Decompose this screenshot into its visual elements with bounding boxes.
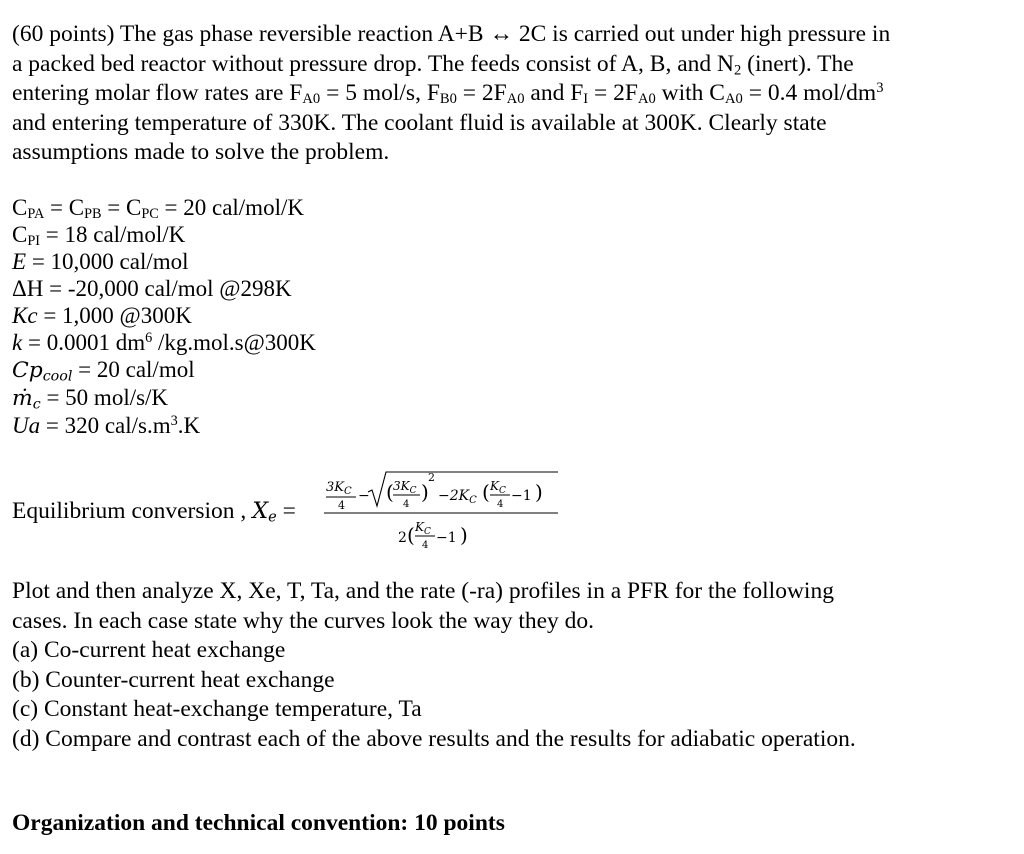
problem-line-4: and entering temperature of 330K. The coolant fluid is available at 300K. Clearly state xyxy=(12,109,827,136)
param-heat-transfer-coefficient: Ua = 320 cal/$s.m^3.K$ xyxy=(12,413,201,438)
inner-kc: $K_C$ xyxy=(490,479,506,496)
problem-statement xyxy=(12,20,1012,168)
task-a: (a) Co-current heat exchange xyxy=(12,637,286,663)
den-kc: $K_C$ xyxy=(415,520,431,537)
param-heat-capacity-inert: CPI = 18 cal/mol/K xyxy=(12,222,186,250)
param-coolant-heat-capacity: $Cp_{cool} = 20$ cal/mol xyxy=(12,357,195,385)
param-coolant-flow-rate: ṁ$_c$ = 50 mol/s/K xyxy=(12,385,169,413)
num-3kc: $3K_C$ xyxy=(326,480,352,497)
den-paren-close: ) xyxy=(460,523,468,547)
square-exponent: 2 xyxy=(428,471,435,484)
problem-line-1: (60 points) The gas phase reversible reaction A+B ↔ 2C is carried out under high pressure in xyxy=(12,21,891,47)
grading-footer: Organization and technical convention: 10 points xyxy=(12,810,505,836)
inner-3kc: $3K_C$ xyxy=(393,479,417,496)
problem-line-5: assumptions made to solve the problem. xyxy=(12,139,390,165)
equilibrium-conversion-formula xyxy=(300,466,570,556)
param-equilibrium-constant: Kc = 1,000 @300K xyxy=(12,303,192,328)
paren-open-2: ( xyxy=(482,480,490,504)
analysis-line-2: cases. In each case state why the curves look the way they do. xyxy=(12,607,595,634)
param-heat-of-reaction: ΔH = -20,000 cal/mol @298K xyxy=(12,276,292,301)
analysis-line-1: Plot and then analyze X, Xe, T, Ta, and the rate (-ra) profiles in a PFR for the following xyxy=(12,578,834,604)
paren-close-2: ) xyxy=(535,480,543,504)
num-4: 4 xyxy=(338,499,345,512)
analysis-tasks xyxy=(12,577,1012,754)
inner-4: 4 xyxy=(403,499,410,510)
den-minus-1: −1 xyxy=(436,530,457,546)
den-2: 2 xyxy=(398,530,407,546)
task-c: (c) Constant heat-exchange temperature, Ta xyxy=(12,696,422,722)
param-heat-capacity-abc: CPA = CPB = CPC = 20 cal/mol/K xyxy=(12,195,304,223)
paren-open-1: ( xyxy=(386,480,394,504)
equilibrium-conversion-label: Equilibrium conversion , $X_e$ = xyxy=(12,498,296,526)
problem-line-2: a packed bed reactor without pressure drop. The feeds consist of A, B, and $N_2$ (inert). The xyxy=(12,50,854,79)
inner-kc-4: 4 xyxy=(497,499,504,510)
num-minus: − xyxy=(358,488,370,504)
den-paren-open: ( xyxy=(407,523,415,547)
paren-close-1: ) xyxy=(421,480,429,504)
reversible-arrow-icon: ↔ xyxy=(489,21,513,47)
task-b: (b) Counter-current heat exchange xyxy=(12,666,335,693)
param-activation-energy: E = 10,000 cal/mol xyxy=(12,249,189,274)
den-4: 4 xyxy=(422,540,429,551)
parameter-list xyxy=(12,194,316,439)
task-d: (d) Compare and contrast each of the above results and the results for adiabatic operation. xyxy=(12,725,856,752)
problem-line-3: entering molar flow rates are FA0 = 5 mol/s, FB0 = 2FA0 and FI = 2FA0 with CA0 = 0.4 mol/$dm^3$ xyxy=(12,80,884,108)
mid-2kc: $-2K_C$ xyxy=(438,488,477,506)
inner-minus-1: −1 xyxy=(511,488,532,504)
param-rate-constant: k = 0.0001 $dm^6$ /kg.mol.s@300K xyxy=(12,330,316,355)
